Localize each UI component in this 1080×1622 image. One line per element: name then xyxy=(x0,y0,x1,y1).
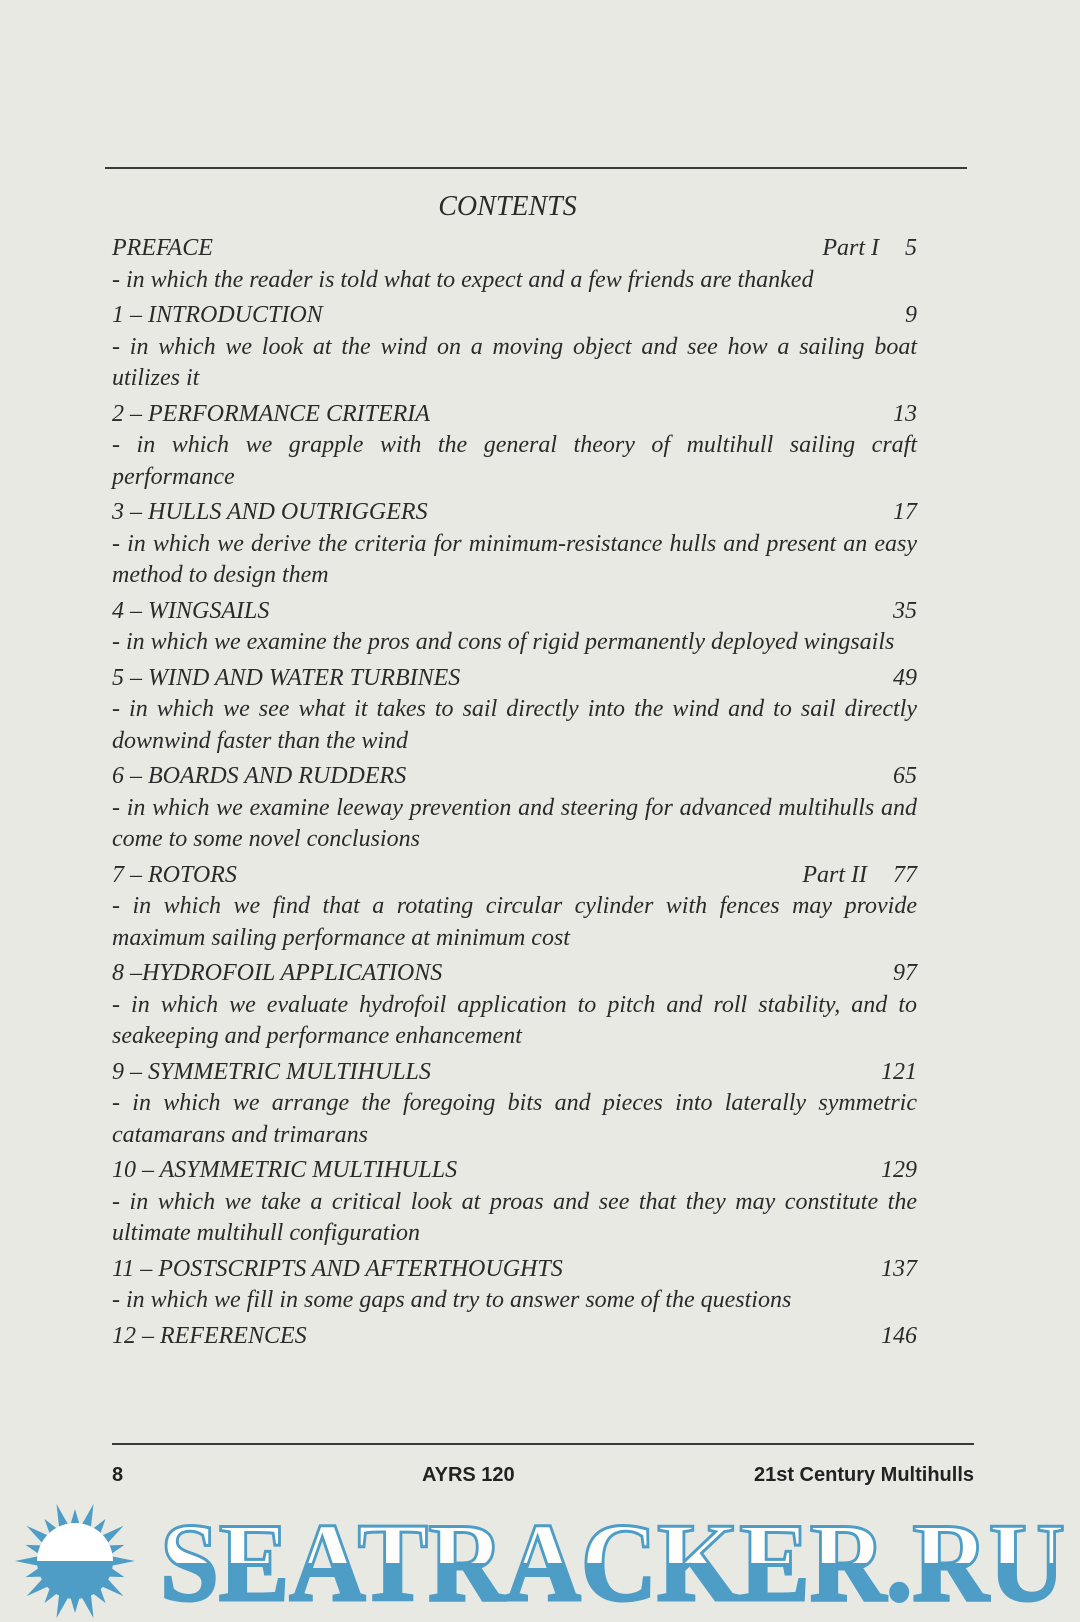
chapter-description: - in which we fill in some gaps and try to answer some of the questions xyxy=(112,1287,792,1313)
toc-entry xyxy=(112,1254,917,1317)
chapter-description: - in which we arrange the foregoing bits and pieces into laterally symmetric catamarans and trimarans xyxy=(112,1090,917,1148)
part-label: Part II xyxy=(802,861,867,888)
sun-icon xyxy=(15,1504,135,1618)
chapter-title: 1 – INTRODUCTION xyxy=(112,302,323,328)
footer-journal: AYRS 120 xyxy=(422,1464,515,1486)
chapter-description: - in which we look at the wind on a moving object and see how a sailing boat utilizes it xyxy=(112,333,917,391)
page-number: 146 xyxy=(881,1322,917,1349)
page-number: 5 xyxy=(905,235,917,261)
page-number: 137 xyxy=(881,1255,917,1282)
page-number: 49 xyxy=(893,664,917,691)
chapter-title: 4 – WINGSAILS xyxy=(112,597,270,624)
chapter-description: - in which we examine the pros and cons of rigid permanently deployed wingsails xyxy=(112,629,895,655)
toc-entry xyxy=(112,399,917,494)
toc-entry xyxy=(112,300,917,395)
chapter-title: 3 – HULLS AND OUTRIGGERS xyxy=(112,499,428,525)
page-number: 121 xyxy=(881,1058,917,1085)
bottom-rule xyxy=(112,1443,974,1445)
toc-entry xyxy=(112,1057,917,1152)
chapter-title: 2 – PERFORMANCE CRITERIA xyxy=(112,400,430,427)
toc-entry xyxy=(112,1321,917,1353)
chapter-title: 5 – WIND AND WATER TURBINES xyxy=(112,664,461,691)
page-number: 9 xyxy=(905,302,917,328)
part-label: Part I xyxy=(822,235,879,261)
chapter-description: - in which we derive the criteria for minimum-resistance hulls and present an easy method to design them xyxy=(112,530,917,588)
page-number: 77 xyxy=(893,861,917,888)
chapter-title: 6 – BOARDS AND RUDDERS xyxy=(112,763,407,789)
page-number: 17 xyxy=(893,499,917,525)
footer-page-number: 8 xyxy=(112,1464,124,1486)
toc-entry xyxy=(112,958,917,1053)
toc-entry xyxy=(112,596,917,659)
watermark-text: SEATRACKER.RU xyxy=(160,1501,1065,1622)
toc-entry xyxy=(112,761,917,856)
toc-entry xyxy=(112,663,917,758)
page-title: CONTENTS xyxy=(438,191,577,222)
page-number: 65 xyxy=(893,763,917,789)
chapter-description: - in which the reader is told what to expect and a few friends are thanked xyxy=(112,266,814,293)
toc-entry xyxy=(112,860,917,955)
toc-entry xyxy=(112,1155,917,1250)
chapter-description: - in which we see what it takes to sail directly into the wind and to sail directly downwind faster than the wind xyxy=(112,696,917,754)
page-number: 13 xyxy=(893,400,917,427)
page-number: 35 xyxy=(893,597,917,624)
chapter-title: PREFACE xyxy=(112,235,213,261)
page-number: 129 xyxy=(881,1157,917,1183)
chapter-description: - in which we grapple with the general theory of multihull sailing craft performance xyxy=(112,432,917,490)
chapter-title: 10 – ASYMMETRIC MULTIHULLS xyxy=(112,1157,458,1183)
top-rule xyxy=(105,167,967,169)
chapter-title: 7 – ROTORS xyxy=(112,861,237,888)
table-of-contents xyxy=(112,233,917,1356)
chapter-title: 9 – SYMMETRIC MULTIHULLS xyxy=(112,1058,431,1085)
chapter-description: - in which we examine leeway prevention and steering for advanced multihulls and come to some novel conclusions xyxy=(112,794,917,852)
toc-entry xyxy=(112,233,917,296)
footer-book-title: 21st Century Multihulls xyxy=(753,1464,974,1486)
chapter-title: 11 – POSTSCRIPTS AND AFTERTHOUGHTS xyxy=(112,1255,563,1282)
chapter-description: - in which we evaluate hydrofoil application to pitch and roll stability, and to seakeeping and performance enhancement xyxy=(112,991,917,1049)
chapter-title: 8 –HYDROFOIL APPLICATIONS xyxy=(112,960,443,986)
chapter-description: - in which we find that a rotating circular cylinder with fences may provide maximum sailing performance at minimum cost xyxy=(112,893,917,951)
page-footer xyxy=(112,1462,974,1488)
watermark-logo xyxy=(0,1500,1080,1622)
page-number: 97 xyxy=(893,960,917,986)
chapter-title: 12 – REFERENCES xyxy=(112,1322,307,1349)
chapter-description: - in which we take a critical look at proas and see that they may constitute the ultimate multihull configuration xyxy=(112,1188,917,1246)
toc-entry xyxy=(112,497,917,592)
